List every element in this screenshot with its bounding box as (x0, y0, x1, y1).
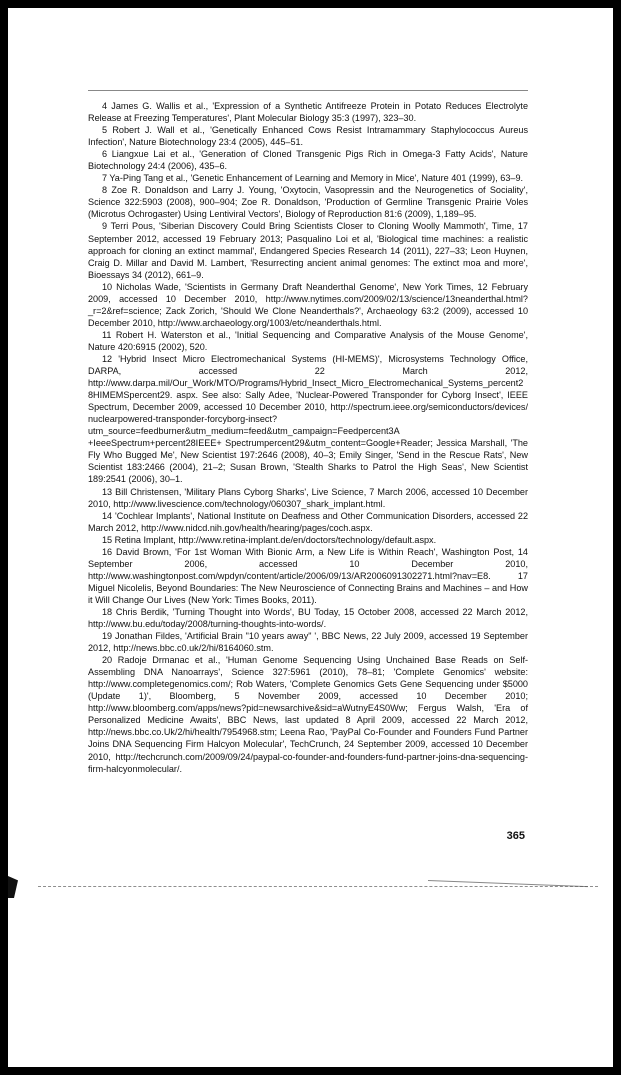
header-rule (88, 90, 528, 91)
endnote-11: 11 Robert H. Waterston et al., 'Initial Sequencing and Comparative Analysis of the Mouse Genome', Nature 420:6915 (2002), 520. (88, 329, 528, 352)
book-page (8, 8, 613, 1067)
page-number: 365 (506, 830, 525, 842)
scan-edge-mark (8, 876, 18, 898)
endnote-12: 12 'Hybrid Insect Micro Electromechanical Systems (HI-MEMS)', Microsystems Technology Office, DARPA, accessed 22 March 2012, http://www.darpa.mil/Our_Work/MTO/Programs/Hybrid_Insect_Micro_Electromechanical_Systems_percent28HIMEMSpercent29. aspx. See also: Sally Adee, 'Nuclear-Powered Transponder for Cyborg Insect', IEEE Spectrum, December 2009, accessed 10 December 2010, http://spectrum.ieee.org/semiconductors/devices/ nuclearpowered-transponder-forcyborg-insect? utm_source=feedburner&utm_medium=feed&utm_campaign=Feedpercent3A +IeeeSpectrum+percent28IEEE+ Spectrumpercent29&utm_content=Google+Reader; Jessica Marshall, 'The Fly Who Bugged Me', New Scientist 197:2646 (2008), 40–3; Emily Singer, 'Send in the Rescue Rats', New Scientist 183:2466 (2004), 21–2; Susan Brown, 'Stealth Sharks to Patrol the High Seas', New Scientist 189:2541 (2006), 30–1. (88, 353, 528, 485)
endnote-19: 19 Jonathan Fildes, 'Artificial Brain "10 years away" ', BBC News, 22 July 2009, accessed 19 September 2012, http://news.bbc.c0.uk/2/hi/8164060.stm. (88, 631, 528, 654)
endnote-15: 15 Retina Implant, http://www.retina-implant.de/en/doctors/technology/default.aspx. (102, 534, 437, 545)
endnote-5: 5 Robert J. Wall et al., 'Genetically Enhanced Cows Resist Intramammary Staphylococcus Aureus Infection', Nature Biotechnology 23:4 (2005), 445–51. (88, 125, 528, 148)
endnote-9: 9 Terri Pous, 'Siberian Discovery Could Bring Scientists Closer to Cloning Woolly Mammoth', Time, 17 September 2012, accessed 19 February 2013; Pasqualino Loi et al, 'Biological time machines: a realistic approach for cloning an extinct mammal', Endangered Species Research 14 (2011), 227–33; Leon Huynen, Craig D. Millar and David M. Lambert, 'Resurrecting ancient animal genomes: The extinct moa and more', Bioessays 34 (2012), 661–9. (88, 221, 528, 280)
endnote-7: 7 Ya-Ping Tang et al., 'Genetic Enhancement of Learning and Memory in Mice', Nature 401 (1999), 63–9. (102, 173, 524, 184)
endnote-14: 14 'Cochlear Implants', National Institute on Deafness and Other Communication Disorders, accessed 22 March 2012, http://www.nidcd.nih.gov/health/hearing/pages/coch.aspx. (88, 510, 528, 533)
endnote-18: 18 Chris Berdik, 'Turning Thought into Words', BU Today, 15 October 2008, accessed 22 March 2012, http://www.bu.edu/today/2008/turning-thoughts-into-words/. (88, 606, 528, 630)
endnote-13: 13 Bill Christensen, 'Military Plans Cyborg Sharks', Live Science, 7 March 2006, accessed 10 December 2010, http://www.livescience.com/technology/060307_shark_implant.html. (88, 486, 528, 509)
endnote-16: 16 David Brown, 'For 1st Woman With Bionic Arm, a New Life is Within Reach', Washington Post, 14 September 2006, accessed 10 December 2010, http://www.washingtonpost.com/wpdyn/content/article/2006/09/13/AR2006091302271.html?nav=E8. 17 Miguel Nicolelis, Beyond Boundaries: The New Neuroscience of Connecting Brains and Machines – and How it Will Change Our Lives (New York: Times Books, 2011). (88, 546, 528, 605)
endnote-20: 20 Radoje Drmanac et al., 'Human Genome Sequencing Using Unchained Base Reads on Self-Assembling DNA Nanoarrays', Science 327:5961 (2010), 78–81; 'Complete Genomics' website: http://www.completegenomics.com/; Rob Waters, 'Complete Genomics Gets Gene Sequencing under $5000 (Update 1)', Bloomberg, 5 November 2009, accessed 10 December 2010; http://www.bloomberg.com/apps/news?pid=newsarchive&sid=aWutnyE4S0Ww; Fergus Walsh, 'Era of Personalized Medicine Awaits', BBC News, last updated 8 April 2009, accessed 22 March 2012, http://news.bbc.co.Uk/2/hi/health/7954968.stm; Leena Rao, 'PayPal Co-Founder and Founders Fund Partner Joins DNA Sequencing Firm Halcyon Molecular', TechCrunch, 24 September 2009, accessed 10 December 2010, http://techcrunch.com/2009/09/24/paypal-co-founder-and-founders-fund-partner-joins-dna-sequencing-firm-halcyonmolecular/. (88, 655, 528, 774)
endnote-6: 6 Liangxue Lai et al., 'Generation of Cloned Transgenic Pigs Rich in Omega-3 Fatty Acids', Nature Biotechnology 24:4 (2006), 435–6. (88, 149, 528, 172)
endnote-10: 10 Nicholas Wade, 'Scientists in Germany Draft Neanderthal Genome', New York Times, 12 February 2009, accessed 10 December 2010, http://www.nytimes.com/2009/02/13/science/13neanderthal.html?_r=2&ref=science; Zack Zorich, 'Should We Clone Neanderthals?', Archaeology 63:2 (2009), accessed 10 December 2010, http://www.archaeology.org/1003/etc/neanderthals.html. (88, 281, 528, 328)
endnote-8: 8 Zoe R. Donaldson and Larry J. Young, 'Oxytocin, Vasopressin and the Neurogenetics of Sociality', Science 322:5903 (2008), 900–904; Zoe R. Donaldson, 'Production of Germline Transgenic Prairie Voles (Microtus Ochrogaster) Using Lentiviral Vectors', Biology of Reproduction 81:6 (2009), 1,189–95. (88, 185, 528, 220)
endnotes (88, 100, 528, 775)
endnote-4: 4 James G. Wallis et al., 'Expression of a Synthetic Antifreeze Protein in Potato Reduces Electrolyte Release at Freezing Temperatures', Plant Molecular Biology 35:3 (1997), 323–30. (88, 101, 528, 124)
scan-artifact-line (38, 886, 598, 888)
